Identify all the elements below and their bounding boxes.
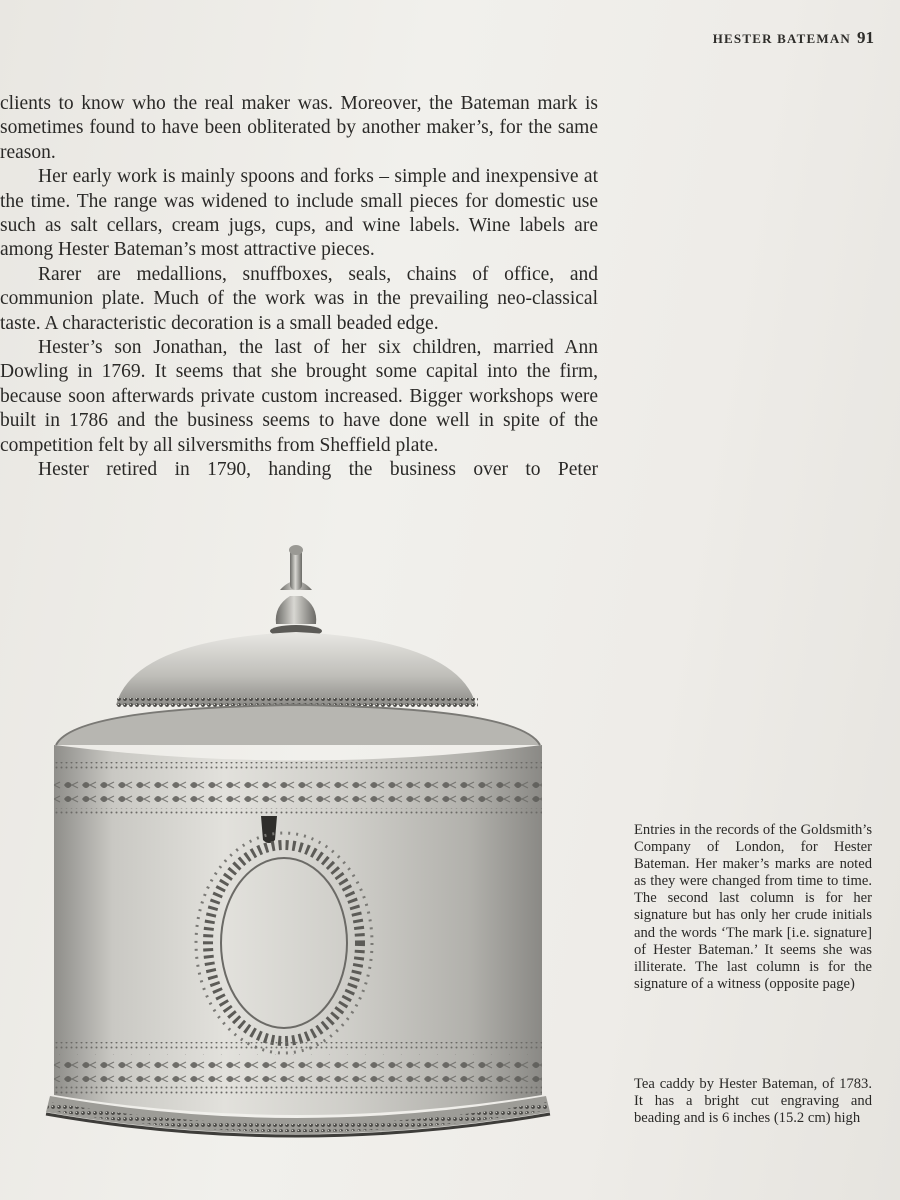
paragraph: Rarer are medallions, snuffboxes, seals, chains of office, and communion plate. Much of the work was in the prevailing neo-classical taste. A characteristic decoration is a small beaded edge.	[0, 263, 598, 334]
running-header	[713, 28, 874, 48]
body-text	[0, 92, 598, 483]
paragraph: Hester’s son Jonathan, the last of her six children, married Ann Dowling in 1769. It seems that she brought some capital into the firm, because soon afterwards private custom increased. Bigger workshops were built in 1786 and the business seems to have done well in spite of the competition felt by all silversmiths from Sheffield plate.	[0, 337, 598, 456]
running-title: HESTER BATEMAN	[712, 31, 851, 46]
figure-caption-tea-caddy: Tea caddy by Hester Bateman, of 1783. It has a bright cut engraving and beading and is 6 inches (15.2 cm) high	[634, 1076, 872, 1127]
figure-caption-records: Entries in the records of the Goldsmith’s Company of London, for Hester Bateman. Her maker’s marks are noted as they were changed from time to time. The second last column is for her signature but has only her crude initials and the words ‘The mark [i.e. signature] of Hester Bateman.’ It seems she was illiterate. The last column is for the signature of a witness (opposite page)	[634, 822, 872, 992]
paragraph: clients to know who the real maker was. Moreover, the Bateman mark is sometimes found to have been obliterated by another maker’s, for the same reason.	[0, 93, 598, 163]
paragraph: Hester retired in 1790, handing the business over to Peter	[38, 459, 598, 481]
page-number: 91	[857, 28, 874, 47]
tea-caddy-photo	[44, 540, 564, 1160]
paragraph: Her early work is mainly spoons and forks – simple and inexpensive at the time. The range was widened to include small pieces for domestic use such as salt cellars, cream jugs, cups, and wine labels. Wine labels are among Hester Bateman’s most attractive pieces.	[0, 166, 598, 261]
